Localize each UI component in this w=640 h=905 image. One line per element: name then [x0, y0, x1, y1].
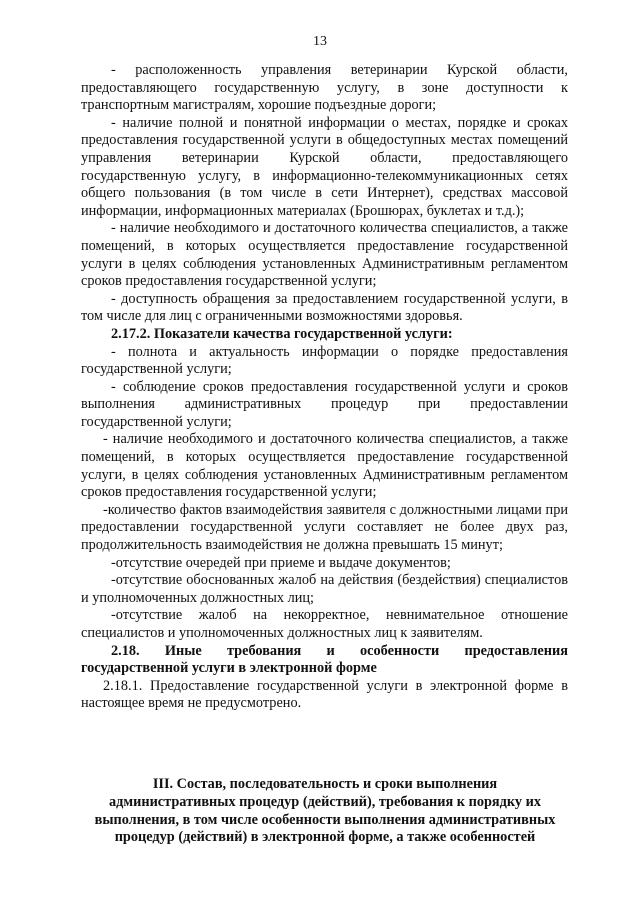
paragraph: 2.18.1. Предоставление государственной услуги в электронной форме в настоящее время не предусмотрено. — [81, 677, 568, 712]
paragraph: - соблюдение сроков предоставления государственной услуги и сроков выполнения административных процедур при предоставлении государственной услуги; — [81, 378, 568, 430]
paragraph: - полнота и актуальность информации о порядке предоставления государственной услуги; — [81, 343, 568, 378]
section-title-line: процедур (действий) в электронной форме, а также особенностей — [114, 829, 536, 846]
document-body — [81, 62, 568, 713]
section-title — [78, 776, 572, 847]
subsection-heading: 2.18. Иные требования и особенности предоставления государственной услуги в электронной форме — [81, 642, 568, 677]
paragraph: -отсутствие жалоб на некорректное, невнимательное отношение специалистов и уполномоченных должностных лиц к заявителям. — [81, 607, 568, 641]
subsection-heading: 2.17.2. Показатели качества государственной услуги: — [111, 325, 453, 342]
section-title-line: выполнения, в том числе особенности выполнения административных — [94, 811, 556, 828]
paragraph: - доступность обращения за предоставлением государственной услуги, в том числе для лиц с ограниченными возможностями здоровья. — [81, 290, 568, 325]
paragraph: - наличие необходимого и достаточного количества специалистов, а также помещений, в которых осуществляется предоставление государственной услуги, в целях соблюдения установленных Административным регламентом сроков предоставления государственной услуги; — [81, 431, 568, 501]
paragraph: -отсутствие обоснованных жалоб на действия (бездействия) специалистов и уполномоченных должностных лиц; — [81, 572, 568, 606]
section-title-line: III. Состав, последовательность и сроки выполнения — [152, 776, 498, 792]
section-title-line: административных процедур (действий), требования к порядку их — [108, 793, 542, 810]
paragraph: -отсутствие очередей при приеме и выдаче документов; — [111, 554, 451, 571]
paragraph: - наличие необходимого и достаточного количества специалистов, а также помещений, в которых осуществляется предоставление государственной услуги в целях соблюдения установленных Административным регламентом сроков предоставления государственной услуги; — [81, 220, 568, 290]
paragraph: - расположенность управления ветеринарии Курской области, предоставляющего государственную услугу, в зоне доступности к транспортным магистралям, хорошие подъездные дороги; — [81, 62, 568, 114]
paragraph: -количество фактов взаимодействия заявителя с должностными лицами при предоставлении государственной услуги составляет не более двух раз, продолжительность взаимодействия не должна превышать 15 минут; — [81, 501, 568, 554]
page-number: 13 — [313, 34, 327, 49]
paragraph: - наличие полной и понятной информации о местах, порядке и сроках предоставления государственной услуги в общедоступных местах помещений управления ветеринарии Курской области, предоставляющего государственную услугу, в информационно-телекоммуникационных сетях общего пользования (в том числе в сети Интернет), средствах массовой информации, информационных материалах (Брошюрах, буклетах и т.д.); — [81, 114, 568, 219]
